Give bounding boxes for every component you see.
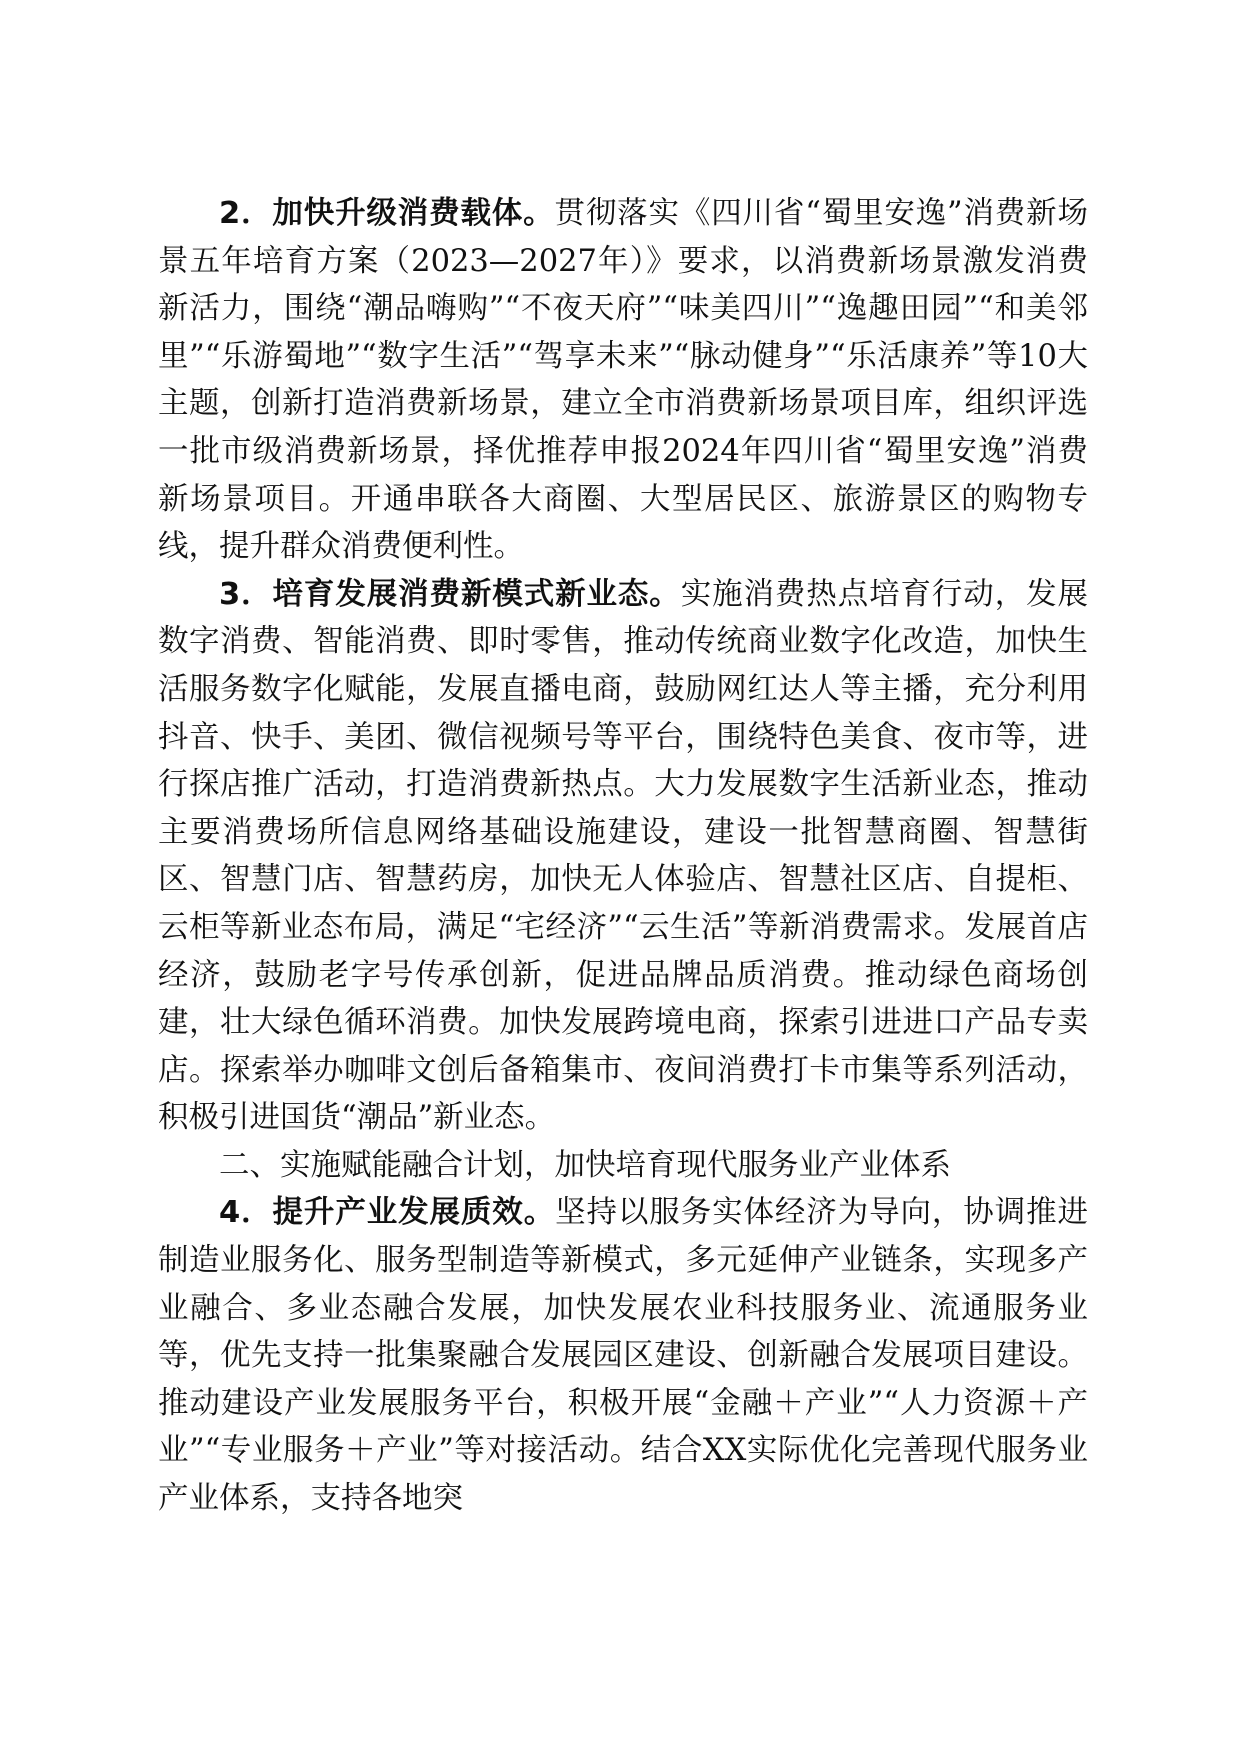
paragraph-4-lead: 4．提升产业发展质效。 xyxy=(219,1195,556,1231)
document-body xyxy=(158,190,1088,1523)
paragraph-3-lead: 3．培育发展消费新模式新业态。 xyxy=(219,576,681,612)
section-heading: 二、实施赋能融合计划，加快培育现代服务业产业体系 xyxy=(219,1147,951,1183)
paragraph-2-body: 贯彻落实《四川省“蜀里安逸”消费新场景五年培育方案（2023—2027年）》要求，以消费新场景激发消费新活力，围绕“潮品嗨购”“不夜天府”“味美四川”“逸趣田园”“和美邻里”“乐游蜀地”“数字生活”“驾享未来”“脉动健身”“乐活康养”等10大主题，创新打造消费新场景，建立全市消费新场景项目库，组织评选一批市级消费新场景，择优推荐申报2024年四川省“蜀里安逸”消费新场景项目。开通串联各大商圈、大型居民区、旅游景区的购物专线，提升群众消费便利性。 xyxy=(158,196,1088,565)
paragraph-4 xyxy=(158,1189,1088,1522)
paragraph-2 xyxy=(158,190,1088,571)
paragraph-2-lead: 2．加快升级消费载体。 xyxy=(219,196,555,231)
paragraph-4-body: 坚持以服务实体经济为导向，协调推进制造业服务化、服务型制造等新模式，多元延伸产业链条，实现多产业融合、多业态融合发展，加快发展农业科技服务业、流通服务业等，优先支持一批集聚融合发展园区建设、创新融合发展项目建设。推动建设产业发展服务平台，积极开展“金融＋产业”“人力资源＋产业”“专业服务＋产业”等对接活动。结合XX实际优化完善现代服务业产业体系，支持各地突 xyxy=(158,1195,1088,1517)
paragraph-3 xyxy=(158,571,1088,1142)
paragraph-3-body: 实施消费热点培育行动，发展数字消费、智能消费、即时零售，推动传统商业数字化改造，加快生活服务数字化赋能，发展直播电商，鼓励网红达人等主播，充分利用抖音、快手、美团、微信视频号等平台，围绕特色美食、夜市等，进行探店推广活动，打造消费新热点。大力发展数字生活新业态，推动主要消费场所信息网络基础设施建设，建设一批智慧商圈、智慧街区、智慧门店、智慧药房，加快无人体验店、智慧社区店、自提柜、云柜等新业态布局，满足“宅经济”“云生活”等新消费需求。发展首店经济，鼓励老字号传承创新，促进品牌品质消费。推动绿色商场创建，壮大绿色循环消费。加快发展跨境电商，探索引进进口产品专卖店。探索举办咖啡文创后备箱集市、夜间消费打卡市集等系列活动，积极引进国货“潮品”新业态。 xyxy=(158,576,1088,1136)
